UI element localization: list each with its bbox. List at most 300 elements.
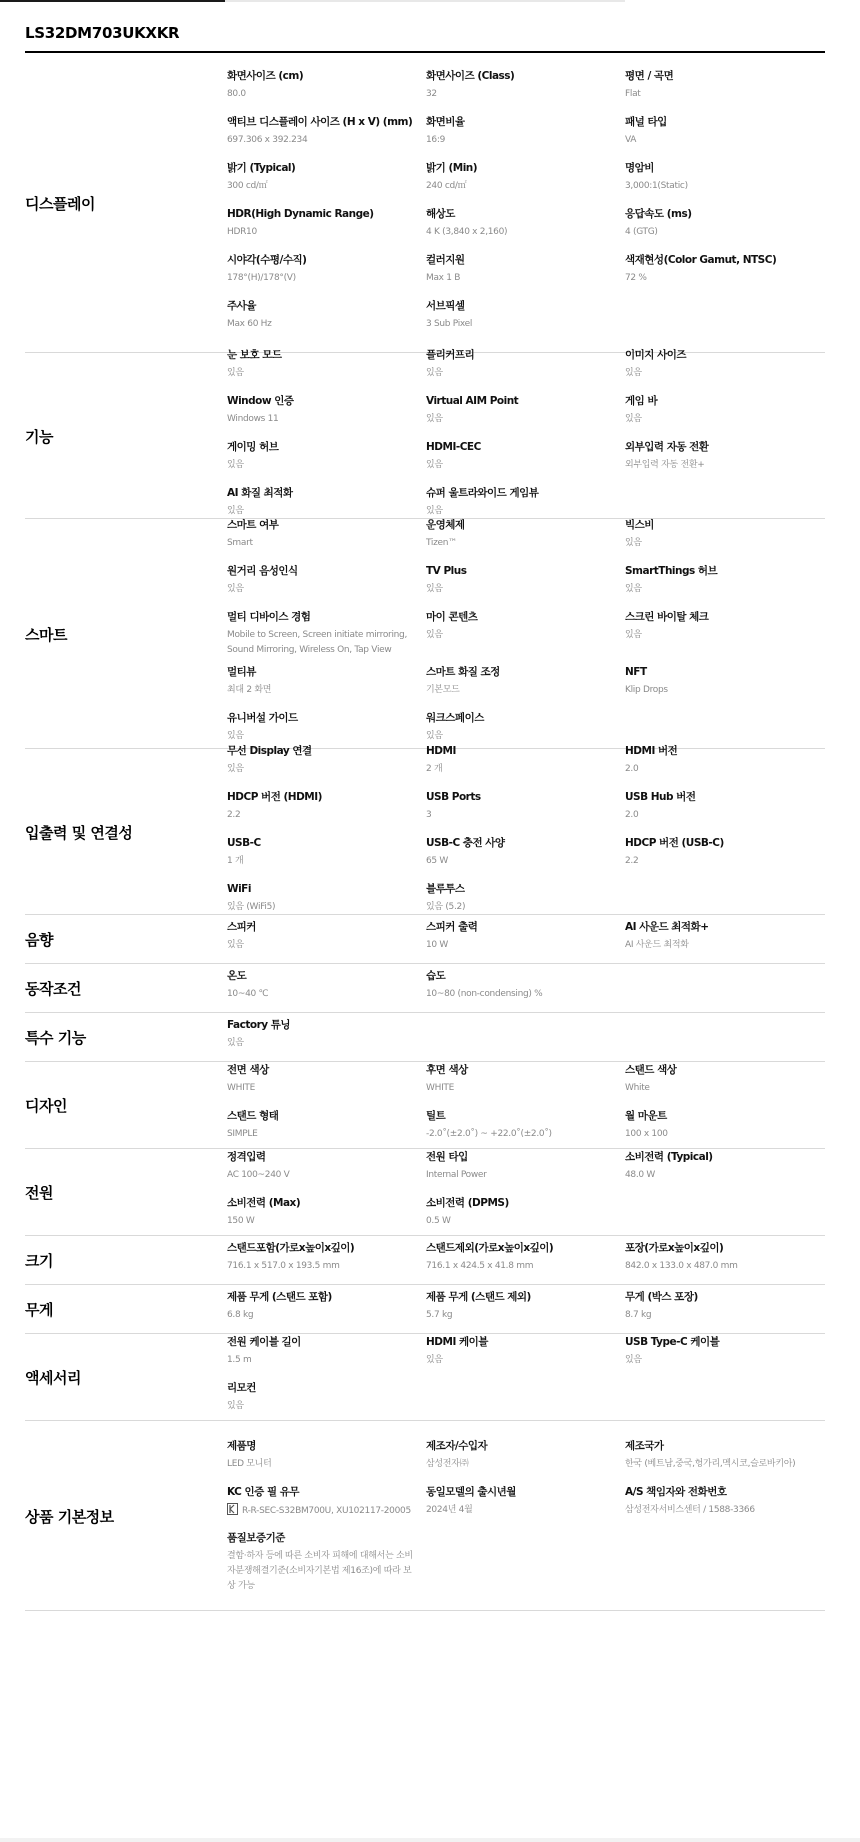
section-title: 무게 [25, 1301, 53, 1319]
spec-label: WiFi [227, 882, 251, 895]
spec-item [625, 610, 824, 658]
spec-grid [227, 348, 824, 525]
spec-label: TV Plus [426, 565, 467, 577]
spec-value: 2.2 [625, 855, 639, 866]
spec-value: 최대 2 화면 [227, 685, 272, 695]
spec-label: 슈퍼 울트라와이드 게임뷰 [426, 486, 539, 499]
spec-value: 2.0 [625, 763, 639, 774]
spec-value: 4 K (3,840 x 2,160) [426, 226, 508, 237]
spec-value: 2.2 [227, 809, 241, 820]
spec-value: 178°(H)/178°(V) [227, 272, 296, 283]
spec-section [25, 1149, 825, 1236]
spec-label: 포장(가로x높이x깊이) [625, 1242, 724, 1254]
spec-label: HDR(High Dynamic Range) [227, 207, 374, 220]
spec-value: 72 % [625, 272, 647, 283]
spec-label: 유니버설 가이드 [227, 712, 298, 724]
spec-item [227, 1531, 426, 1594]
spec-item [227, 790, 426, 829]
spec-label: 스탠드 색상 [625, 1064, 677, 1076]
spec-item [625, 790, 824, 829]
spec-item [227, 1335, 426, 1374]
section-title: 디스플레이 [25, 194, 95, 213]
spec-value: 5.7 kg [426, 1310, 453, 1320]
spec-value: 있음 [625, 367, 642, 378]
spec-label: 전면 색상 [227, 1064, 269, 1076]
spec-item [625, 665, 824, 704]
spec-item [227, 253, 426, 292]
spec-item [625, 207, 824, 246]
spec-value: Max 1 B [426, 272, 461, 283]
spec-label: 전원 타입 [426, 1151, 468, 1163]
section-title: 크기 [25, 1252, 53, 1270]
spec-value: 한국 (베트남,중국,헝가리,멕시코,슬로바키아) [625, 1458, 796, 1469]
spec-grid [227, 1335, 824, 1420]
spec-value: Flat [625, 88, 641, 99]
spec-value: AI 사운드 최적화 [625, 940, 689, 950]
spec-label: 정격입력 [227, 1151, 266, 1163]
spec-value: 있음 [625, 1355, 642, 1365]
spec-value: HDR10 [227, 226, 257, 237]
spec-item [426, 564, 625, 603]
kc-cert-number: R-R-SEC-S32BM700U, XU102117-20005 [242, 1505, 411, 1516]
spec-value: Klip Drops [625, 685, 668, 695]
tab-indicator-active [0, 0, 225, 2]
spec-item [227, 1109, 426, 1148]
spec-item [227, 1196, 426, 1235]
spec-value: 있음 [625, 538, 642, 548]
spec-value: 10 W [426, 940, 449, 950]
spec-value: 6.8 kg [227, 1310, 254, 1320]
spec-value: -2.0˚(±2.0˚) ~ +22.0˚(±2.0˚) [426, 1129, 552, 1139]
spec-section [25, 1285, 825, 1334]
spec-item [625, 1439, 824, 1478]
spec-label: USB Type-C 케이블 [625, 1336, 720, 1348]
spec-value: 80.0 [227, 88, 246, 99]
spec-item [426, 69, 625, 108]
spec-label: USB-C 충전 사양 [426, 836, 505, 849]
spec-label: 게임 바 [625, 394, 658, 407]
spec-label: 무선 Display 연결 [227, 744, 312, 757]
spec-value: 2.0 [625, 809, 639, 820]
spec-value: 있음 [227, 584, 244, 594]
spec-item [625, 69, 824, 108]
spec-label: 밝기 (Min) [426, 161, 478, 174]
spec-item [227, 518, 426, 557]
spec-item [227, 969, 426, 1008]
spec-value: 32 [426, 88, 437, 99]
spec-value: Smart [227, 538, 253, 548]
spec-label: Factory 튜닝 [227, 1019, 291, 1031]
spec-value: 있음 [426, 731, 443, 741]
spec-label: 화면사이즈 (Class) [426, 69, 515, 82]
spec-label: 시야각(수평/수직) [227, 253, 307, 266]
spec-value: 240 cd/㎡ [426, 180, 467, 191]
spec-item [426, 836, 625, 875]
spec-label: 제조자/수입자 [426, 1439, 488, 1452]
spec-label: 운영체제 [426, 519, 465, 531]
spec-label: 게이밍 허브 [227, 440, 279, 453]
spec-item [426, 790, 625, 829]
spec-label: 해상도 [426, 207, 455, 220]
spec-item [625, 1109, 824, 1148]
spec-item [625, 115, 824, 154]
spec-item [625, 1063, 824, 1102]
spec-item [426, 1150, 625, 1189]
spec-item [227, 1241, 426, 1280]
spec-grid [227, 1439, 824, 1594]
spec-table [25, 53, 825, 1611]
spec-label: 외부입력 자동 전환 [625, 440, 709, 453]
spec-item [426, 969, 625, 1008]
spec-item [227, 836, 426, 875]
spec-value: 있음 [227, 367, 244, 378]
spec-item [227, 1018, 426, 1057]
spec-item [426, 518, 625, 557]
spec-label: 명암비 [625, 161, 654, 174]
spec-value: 0.5 W [426, 1216, 451, 1226]
spec-item [625, 920, 824, 959]
spec-label: 색재현성(Color Gamut, NTSC) [625, 253, 777, 266]
spec-grid [227, 920, 824, 959]
spec-label: 워크스페이스 [426, 712, 484, 724]
spec-section [25, 915, 825, 964]
spec-value: 3 Sub Pixel [426, 318, 473, 329]
spec-label: 스마트 여부 [227, 519, 279, 531]
spec-label: 스크린 바이탈 체크 [625, 611, 709, 623]
spec-value: 2024년 4월 [426, 1504, 473, 1515]
spec-item [227, 440, 426, 479]
spec-value: 8.7 kg [625, 1310, 652, 1320]
spec-item [625, 564, 824, 603]
spec-item [625, 394, 824, 433]
spec-value: 있음 [227, 940, 244, 950]
spec-value: 697.306 x 392.234 [227, 134, 308, 145]
spec-label: 화면비율 [426, 115, 465, 128]
spec-value: 3 [426, 809, 432, 820]
spec-item [227, 665, 426, 704]
spec-item [426, 744, 625, 783]
spec-label: HDCP 버전 (HDMI) [227, 790, 322, 803]
spec-label: Virtual AIM Point [426, 394, 519, 407]
spec-section [25, 1334, 825, 1421]
spec-label: USB Hub 버전 [625, 790, 696, 803]
spec-value: 있음 [227, 505, 244, 516]
spec-item [426, 207, 625, 246]
spec-grid [227, 1241, 824, 1280]
spec-item [426, 665, 625, 704]
spec-item [625, 1335, 824, 1374]
spec-value: AC 100~240 V [227, 1170, 290, 1180]
spec-item [227, 1485, 426, 1524]
spec-value: 기본모드 [426, 685, 460, 695]
spec-value [227, 1503, 426, 1519]
spec-item [227, 564, 426, 603]
spec-label: 스피커 출력 [426, 921, 478, 933]
spec-value: 있음 [625, 630, 642, 640]
spec-item [426, 299, 625, 338]
spec-item [227, 348, 426, 387]
spec-label: HDMI [426, 744, 456, 757]
spec-value: 있음 [227, 763, 244, 774]
spec-item [227, 207, 426, 246]
spec-section [25, 53, 825, 353]
spec-label: 마이 콘텐츠 [426, 611, 478, 623]
footer-divider [0, 1838, 860, 1842]
spec-item [625, 161, 824, 200]
section-title: 동작조건 [25, 980, 81, 998]
spec-value: 1.5 m [227, 1355, 252, 1365]
spec-grid [227, 969, 824, 1008]
spec-label: 월 마운트 [625, 1110, 667, 1122]
spec-section [25, 519, 825, 749]
section-title: 전원 [25, 1184, 53, 1202]
section-title: 상품 기본정보 [25, 1507, 114, 1526]
spec-label: 플리커프리 [426, 348, 475, 361]
spec-label: 스탠드포함(가로x높이x깊이) [227, 1242, 355, 1254]
spec-label: 제조국가 [625, 1439, 664, 1452]
spec-item [426, 882, 625, 921]
spec-label: 멀티뷰 [227, 666, 256, 678]
spec-value: 외부입력 자동 전환+ [625, 459, 705, 470]
spec-value: 10~80 (non-condensing) % [426, 989, 543, 999]
spec-label: 리모컨 [227, 1382, 256, 1394]
spec-label: 밝기 (Typical) [227, 161, 296, 174]
spec-grid [227, 1018, 824, 1057]
spec-label: 후면 색상 [426, 1064, 468, 1076]
spec-value: 16:9 [426, 134, 446, 145]
spec-grid [227, 1150, 824, 1235]
section-title: 기능 [25, 427, 53, 446]
spec-value: 있음 [625, 413, 642, 424]
spec-label: 멀티 디바이스 경험 [227, 611, 311, 623]
section-title: 디자인 [25, 1097, 67, 1115]
spec-section [25, 1013, 825, 1062]
spec-value: 있음 [426, 459, 443, 470]
spec-value: 있음 [625, 584, 642, 594]
spec-label: 이미지 사이즈 [625, 348, 687, 361]
spec-item [227, 1063, 426, 1102]
spec-label: 응답속도 (ms) [625, 207, 692, 220]
spec-value: Internal Power [426, 1170, 487, 1180]
spec-value: 1 개 [227, 855, 244, 866]
spec-section [25, 744, 825, 915]
spec-label: 전원 케이블 길이 [227, 1336, 301, 1348]
spec-grid [227, 1063, 824, 1148]
spec-item [227, 1381, 426, 1420]
spec-item [227, 115, 426, 154]
spec-value: 716.1 x 424.5 x 41.8 mm [426, 1261, 534, 1271]
spec-value: 있음 (5.2) [426, 901, 466, 912]
spec-item [227, 744, 426, 783]
spec-section [25, 1421, 825, 1611]
spec-value: WHITE [426, 1083, 455, 1093]
spec-value: VA [625, 134, 637, 145]
spec-item [625, 253, 824, 292]
spec-value: 100 x 100 [625, 1129, 668, 1139]
spec-grid [227, 744, 824, 921]
spec-value: 있음 [426, 413, 443, 424]
spec-label: SmartThings 허브 [625, 565, 718, 577]
spec-value: 4 (GTG) [625, 226, 658, 237]
spec-label: 주사율 [227, 299, 256, 312]
spec-item [227, 882, 426, 921]
spec-label: AI 화질 최적화 [227, 486, 293, 499]
spec-label: 동일모델의 출시년월 [426, 1485, 516, 1498]
spec-item [426, 1241, 625, 1280]
spec-label: 제품 무게 (스탠드 제외) [426, 1291, 531, 1303]
spec-value: Tizen™ [426, 538, 457, 548]
spec-label: 블루투스 [426, 882, 465, 895]
spec-value: 3,000:1(Static) [625, 180, 688, 191]
spec-grid [227, 1290, 824, 1329]
spec-label: HDCP 버전 (USB-C) [625, 836, 724, 849]
spec-item [625, 348, 824, 387]
spec-label: USB-C [227, 836, 261, 849]
spec-label: 제품명 [227, 1439, 256, 1452]
spec-label: 원거리 음성인식 [227, 565, 298, 577]
spec-label: 액티브 디스플레이 사이즈 (H x V) (mm) [227, 115, 413, 128]
spec-item [625, 1485, 824, 1524]
spec-label: KC 인증 필 유무 [227, 1485, 300, 1498]
spec-value: 48.0 W [625, 1170, 655, 1180]
spec-value: LED 모니터 [227, 1458, 272, 1469]
spec-value: 있음 [227, 1038, 244, 1048]
spec-label: HDMI 버전 [625, 744, 678, 757]
kc-mark-icon [227, 1503, 238, 1515]
spec-label: 화면사이즈 (cm) [227, 69, 304, 82]
spec-value: 65 W [426, 855, 449, 866]
spec-item [227, 1290, 426, 1329]
spec-value: 있음 [426, 630, 443, 640]
spec-item [426, 920, 625, 959]
spec-value: 있음 [227, 731, 244, 741]
spec-item [426, 1290, 625, 1329]
spec-item [426, 1439, 625, 1478]
spec-label: 스피커 [227, 921, 256, 933]
spec-item [426, 610, 625, 658]
spec-item [227, 610, 426, 658]
model-code-title: LS32DM703UKXKR [25, 24, 180, 42]
spec-value: 있음 [227, 1401, 244, 1411]
spec-item [426, 1063, 625, 1102]
spec-value: 716.1 x 517.0 x 193.5 mm [227, 1261, 340, 1271]
spec-value: 300 cd/㎡ [227, 180, 268, 191]
spec-label: HDMI-CEC [426, 440, 481, 453]
spec-item [227, 394, 426, 433]
spec-section [25, 1236, 825, 1285]
spec-grid [227, 69, 824, 338]
spec-label: USB Ports [426, 790, 481, 803]
spec-section [25, 1062, 825, 1149]
spec-value: 삼성전자서비스센터 / 1588-3366 [625, 1504, 755, 1515]
spec-label: 소비전력 (DPMS) [426, 1197, 509, 1209]
spec-value: 삼성전자㈜ [426, 1458, 469, 1469]
spec-value: Windows 11 [227, 413, 279, 424]
spec-section [25, 964, 825, 1013]
spec-item [625, 518, 824, 557]
spec-section [25, 348, 825, 519]
spec-item [426, 394, 625, 433]
spec-label: 소비전력 (Max) [227, 1197, 301, 1209]
spec-item [426, 1196, 625, 1235]
spec-label: 제품 무게 (스탠드 포함) [227, 1291, 332, 1303]
spec-label: 스탠드제외(가로x높이x깊이) [426, 1242, 554, 1254]
spec-item [426, 1485, 625, 1524]
spec-item [625, 1241, 824, 1280]
spec-item [625, 744, 824, 783]
spec-value: WHITE [227, 1083, 256, 1093]
spec-item [227, 1150, 426, 1189]
spec-item [625, 836, 824, 875]
spec-value: 10~40 ℃ [227, 989, 269, 999]
spec-value: 있음 (WiFi5) [227, 901, 276, 912]
spec-item [426, 1335, 625, 1374]
spec-label: 눈 보호 모드 [227, 348, 282, 361]
spec-value: 842.0 x 133.0 x 487.0 mm [625, 1261, 738, 1271]
section-title: 특수 기능 [25, 1029, 86, 1047]
spec-label: 컬러지원 [426, 253, 465, 266]
spec-label: NFT [625, 666, 647, 678]
spec-value: SIMPLE [227, 1129, 258, 1139]
spec-value: Max 60 Hz [227, 318, 272, 329]
section-title: 음향 [25, 931, 53, 949]
spec-value: 2 개 [426, 763, 443, 774]
spec-value: 있음 [426, 584, 443, 594]
spec-item [227, 920, 426, 959]
spec-item [426, 348, 625, 387]
spec-item [625, 440, 824, 479]
spec-value: 있음 [426, 505, 443, 516]
spec-item [625, 1150, 824, 1189]
section-title: 스마트 [25, 625, 67, 644]
spec-value: 있음 [227, 459, 244, 470]
tab-indicator-bar [0, 0, 625, 2]
spec-label: 무게 (박스 포장) [625, 1291, 698, 1303]
spec-item [227, 299, 426, 338]
spec-label: 패널 타입 [625, 115, 667, 128]
spec-value: 150 W [227, 1216, 255, 1226]
spec-item [227, 1439, 426, 1478]
spec-item [227, 69, 426, 108]
spec-item [426, 115, 625, 154]
spec-label: 틸트 [426, 1110, 446, 1122]
spec-value: Mobile to Screen, Screen initiate mirroring, Sound Mirroring, Wireless On, Tap View [227, 630, 408, 655]
spec-label: 소비전력 (Typical) [625, 1151, 713, 1163]
spec-item [426, 440, 625, 479]
spec-label: 품질보증기준 [227, 1531, 285, 1544]
spec-item [426, 253, 625, 292]
spec-label: AI 사운드 최적화+ [625, 921, 709, 933]
section-title: 입출력 및 연결성 [25, 823, 133, 842]
spec-label: 스탠드 형태 [227, 1110, 279, 1122]
spec-label: Window 인증 [227, 394, 294, 407]
spec-value: 결함·하자 등에 따른 소비자 피해에 대해서는 소비자분쟁해결기준(소비자기본법 제16조)에 따라 보상 가능 [227, 1550, 413, 1591]
spec-label: 서브픽셀 [426, 299, 465, 312]
spec-label: A/S 책임자와 전화번호 [625, 1485, 727, 1498]
spec-label: 평면 / 곡면 [625, 69, 674, 82]
spec-item [625, 1290, 824, 1329]
spec-label: 스마트 화질 조정 [426, 666, 500, 678]
spec-item [426, 1109, 625, 1148]
spec-item [426, 161, 625, 200]
spec-item [227, 161, 426, 200]
spec-label: HDMI 케이블 [426, 1336, 488, 1348]
spec-value: 있음 [426, 1355, 443, 1365]
spec-label: 습도 [426, 970, 446, 982]
spec-label: 온도 [227, 970, 247, 982]
section-title: 액세서리 [25, 1369, 81, 1387]
spec-value: 있음 [426, 367, 443, 378]
